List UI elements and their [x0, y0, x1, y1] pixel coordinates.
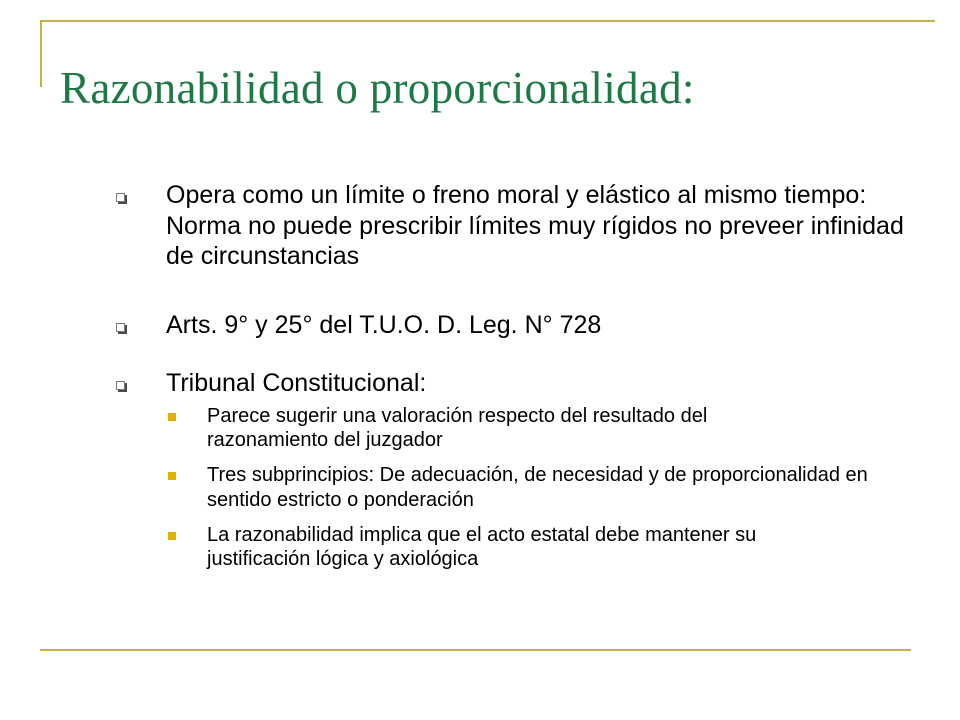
hollow-square-bullet-icon — [116, 193, 125, 202]
filled-square-bullet-icon — [168, 413, 176, 421]
bottom-rule — [40, 649, 911, 651]
bullet-opera — [114, 180, 926, 272]
slide-body — [114, 180, 914, 572]
hollow-square-bullet-icon — [116, 323, 125, 332]
sub-bullet-valoracion — [114, 404, 817, 453]
bullet-tribunal — [114, 368, 914, 572]
bullet-text: Arts. 9° y 25° del T.U.O. D. Leg. N° 728 — [166, 310, 602, 339]
sub-bullet-text: Parece sugerir una valoración respecto del resultado del razonamiento del juzgador — [207, 404, 708, 451]
top-rule — [40, 20, 935, 22]
bullet-arts — [114, 310, 914, 341]
slide-title: Razonabilidad o proporcionalidad: — [60, 63, 695, 113]
bullet-text: Opera como un límite o freno moral y elástico al mismo tiempo: Norma no puede prescribir límites muy rígidos no preveer infinidad de circunstancias — [166, 181, 904, 270]
sub-bullet-razonabilidad — [114, 523, 807, 572]
bullet-text: Tribunal Constitucional: — [166, 369, 427, 397]
filled-square-bullet-icon — [168, 532, 176, 540]
hollow-square-bullet-icon — [116, 381, 125, 390]
sub-bullet-text: La razonabilidad implica que el acto estatal debe mantener su justificación lógica y axiológica — [207, 524, 757, 571]
filled-square-bullet-icon — [168, 472, 176, 480]
sub-bullet-text: Tres subprincipios: De adecuación, de necesidad y de proporcionalidad en sentido estricto o ponderación — [207, 464, 868, 511]
left-rule — [40, 20, 42, 87]
sub-bullet-subprincipios — [114, 463, 897, 512]
